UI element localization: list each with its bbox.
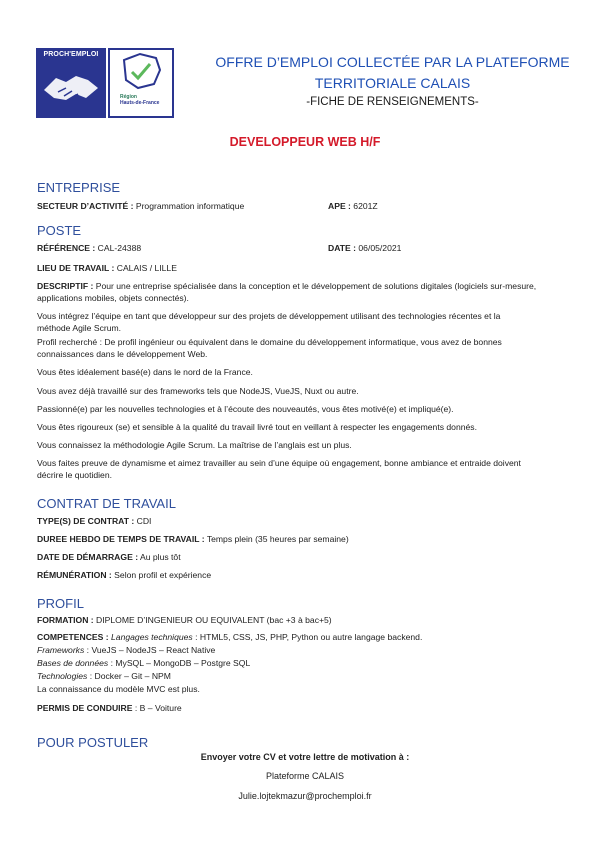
competences-line — [37, 631, 577, 643]
region-label — [120, 94, 159, 106]
reference-label: RÉFÉRENCE : — [37, 243, 96, 253]
bdd-line — [37, 657, 577, 669]
demarrage-line — [37, 551, 577, 563]
date-line — [328, 242, 401, 254]
competences-label: COMPETENCES : — [37, 632, 109, 642]
descriptif-line2: applications mobiles, objets connectés). — [37, 293, 189, 303]
secteur-label: SECTEUR D’ACTIVITÉ : — [37, 201, 134, 211]
permis-value: : B – Voiture — [132, 703, 182, 713]
region-map-icon — [110, 50, 172, 94]
frameworks-value: : VueJS – NodeJS – React Native — [84, 645, 216, 655]
duree-line — [37, 533, 577, 545]
secteur-value: Programmation informatique — [133, 201, 245, 211]
para1-line2: méthode Agile Scrum. — [37, 323, 122, 333]
para5: Passionné(e) par les nouvelles technologies et à l’écoute des nouveautés, vous êtes motivé(e) et impliqué(e). — [37, 404, 454, 414]
descriptif-text1: Pour une entreprise spécialisée dans la conception et le développement de solutions digitales (logiciels sur-mesure, — [93, 281, 537, 291]
techno-value: : Docker – Git – NPM — [87, 671, 171, 681]
type-contrat-line — [37, 515, 577, 527]
plateforme-text: Plateforme CALAIS — [265, 771, 345, 781]
ape-line — [328, 200, 378, 212]
header-title-line1: OFFRE D’EMPLOI COLLECTÉE PAR LA PLATEFORME — [215, 54, 570, 70]
type-contrat-label: TYPE(S) DE CONTRAT : — [37, 516, 135, 526]
langages-label: Langages techniques — [108, 632, 193, 642]
region-logo-block — [108, 48, 174, 118]
permis-label: PERMIS DE CONDUIRE — [37, 703, 133, 713]
reference-value: CAL-24388 — [95, 243, 142, 253]
duree-label: DUREE HEBDO DE TEMPS DE TRAVAIL : — [37, 534, 205, 544]
date-label: DATE : — [328, 243, 357, 253]
demarrage-value: Au plus tôt — [138, 552, 181, 562]
lieu-label: LIEU DE TRAVAIL : — [37, 263, 115, 273]
para7: Vous connaissez la méthodologie Agile Scrum. La maîtrise de l’anglais est un plus. — [37, 440, 352, 450]
para4: Vous avez déjà travaillé sur des frameworks tels que NodeJS, VueJS, Nuxt ou autre. — [37, 386, 359, 396]
section-contrat: CONTRAT DE TRAVAIL — [37, 496, 176, 511]
descriptif-line1 — [37, 280, 577, 292]
langages-value: : HTML5, CSS, JS, PHP, Python ou autre langage backend. — [192, 632, 423, 642]
logo-brand-text: PROCH'EMPLOI — [43, 51, 99, 58]
para8-line1: Vous faites preuve de dynamisme et aimez travailler au sein d’une équipe où engagement, bonne ambiance et entraide doivent — [37, 458, 521, 468]
para2-line2: connaissances dans le développement Web. — [37, 349, 208, 359]
descriptif-label: DESCRIPTIF : — [37, 281, 94, 291]
permis-line — [37, 702, 577, 714]
remuneration-value: Selon profil et expérience — [111, 570, 212, 580]
handshake-icon — [36, 48, 106, 118]
remuneration-label: RÉMUNÉRATION : — [37, 570, 112, 580]
prochemploi-logo — [36, 48, 174, 118]
section-postuler: POUR POSTULER — [37, 735, 149, 750]
para6: Vous êtes rigoureux (se) et sensible à la qualité du travail livré tout en veillant à respecter les engagements donnés. — [37, 422, 477, 432]
para8-line2: décrire le quotidien. — [37, 470, 113, 480]
lieu-line — [37, 262, 577, 274]
region-label-line2: Hauts-de-France — [120, 100, 160, 106]
para1-line1: Vous intégrez l’équipe en tant que développeur sur des projets de développement utilisant des technologies récentes et la — [37, 311, 501, 321]
mvc-line: La connaissance du modèle MVC est plus. — [37, 684, 200, 694]
techno-line — [37, 670, 577, 682]
formation-value: DIPLOME D’INGENIEUR OU EQUIVALENT (bac +3 à bac+5) — [93, 615, 332, 625]
date-value: 06/05/2021 — [356, 243, 402, 253]
job-title: DEVELOPPEUR WEB H/F — [229, 135, 381, 149]
formation-line — [37, 614, 577, 626]
remuneration-line — [37, 569, 577, 581]
formation-label: FORMATION : — [37, 615, 94, 625]
demarrage-label: DATE DE DÉMARRAGE : — [37, 552, 139, 562]
header-title-line2: TERRITORIALE CALAIS — [314, 75, 471, 91]
contact-email[interactable]: Julie.lojtekmazur@prochemploi.fr — [238, 791, 372, 801]
ape-label: APE : — [328, 201, 351, 211]
techno-label: Technologies — [37, 671, 88, 681]
para3: Vous êtes idéalement basé(e) dans le nord de la France. — [37, 367, 253, 377]
reference-line — [37, 242, 577, 254]
header-subtitle: -FICHE DE RENSEIGNEMENTS- — [306, 96, 479, 108]
section-entreprise: ENTREPRISE — [37, 180, 121, 195]
secteur-line — [37, 200, 577, 212]
bdd-label: Bases de données — [37, 658, 109, 668]
frameworks-label: Frameworks — [37, 645, 85, 655]
para2-line1: Profil recherché : De profil ingénieur ou équivalent dans le domaine du développement informatique, vous avez de bonnes — [37, 337, 502, 347]
type-contrat-value: CDI — [134, 516, 152, 526]
ape-value: 6201Z — [350, 201, 378, 211]
logo-brand-block — [36, 48, 106, 118]
bdd-value: : MySQL – MongoDB – Postgre SQL — [108, 658, 251, 668]
region-label-line1: Région — [120, 94, 137, 100]
lieu-value: CALAIS / LILLE — [114, 263, 177, 273]
frameworks-line — [37, 644, 577, 656]
envoyer-text: Envoyer votre CV et votre lettre de motivation à : — [200, 752, 410, 762]
section-profil: PROFIL — [37, 596, 84, 611]
duree-value: Temps plein (35 heures par semaine) — [204, 534, 349, 544]
section-poste: POSTE — [37, 223, 82, 238]
